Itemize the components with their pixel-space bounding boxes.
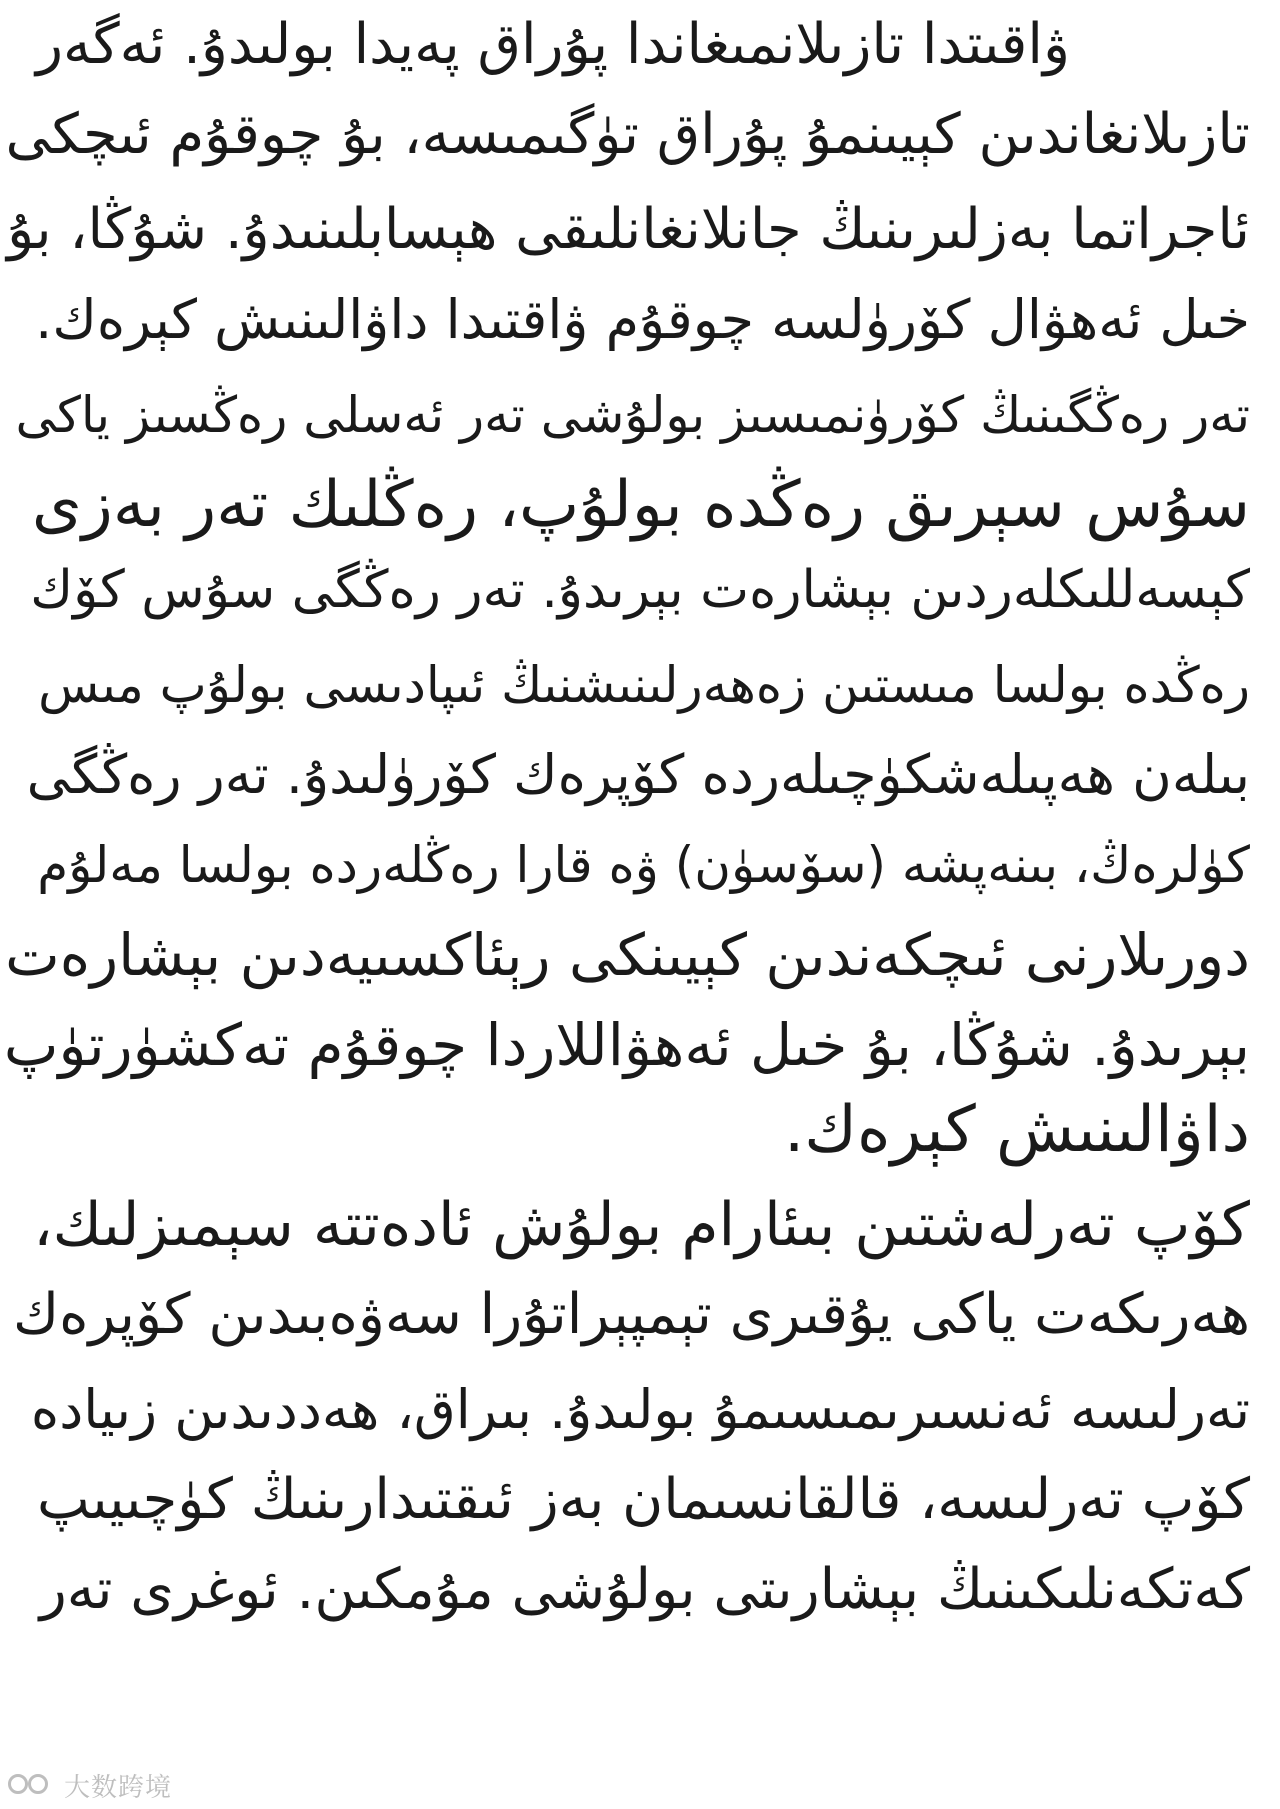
text-line-1: ۋاقىتدا تازىلانمىغاندا پۇراق پەيدا بولىدۇ. ئەگەر <box>35 12 1070 77</box>
watermark-text: 大数跨境 <box>64 1772 173 1803</box>
text-line-11: دورىلارنى ئىچكەندىن كېيىنكى رېئاكسىيەدىن بېشارەت <box>5 921 1250 989</box>
text-line-6: سۇس سېرىق رەڭدە بولۇپ، رەڭلىك تەر بەزى <box>31 468 1250 542</box>
text-line-13: داۋالىنىش كېرەك. <box>783 1093 1250 1167</box>
text-line-16: تەرلىسە ئەنسىرىمىسىمۇ بولىدۇ. بىراق، ھەددىدىن زىيادە <box>30 1378 1250 1441</box>
watermark <box>6 1765 172 1805</box>
double-ring-logo-icon <box>6 1770 58 1800</box>
text-line-18: كەتكەنلىكىنىڭ بېشارىتى بولۇشى مۇمكىن. ئوغرى تەر <box>39 1557 1250 1622</box>
text-line-14: كۆپ تەرلەشتىن بىئارام بولۇش ئادەتتە سېمىزلىك، <box>33 1190 1250 1260</box>
text-line-15: ھەرىكەت ياكى يۇقىرى تېمپېراتۇرا سەۋەبىدىن كۆپرەك <box>13 1282 1250 1347</box>
text-line-7: كېسەللىكلەردىن بېشارەت بېرىدۇ. تەر رەڭگى سۇس كۆك <box>30 560 1250 620</box>
text-line-3: ئاجراتما بەزلىرىنىڭ جانلانغانلىقى ھېسابلىنىدۇ. شۇڭا، بۇ <box>7 197 1250 262</box>
text-line-17: كۆپ تەرلىسە، قالقانسىمان بەز ئىقتىدارىنىڭ كۈچىيىپ <box>37 1467 1250 1532</box>
text-line-4: خىل ئەھۋال كۆرۈلسە چوقۇم ۋاقتىدا داۋالىنىش كېرەك. <box>35 288 1250 351</box>
text-line-12: بېرىدۇ. شۇڭا، بۇ خىل ئەھۋاللاردا چوقۇم تەكشۈرتۈپ <box>3 1011 1250 1079</box>
text-line-5: تەر رەڭگىنىڭ كۆرۈنمىسىز بولۇشى تەر ئەسلى رەڭسىز ياكى <box>15 386 1250 444</box>
text-line-8: رەڭدە بولسا مىستىن زەھەرلىنىشنىڭ ئىپادىسى بولۇپ مىس <box>38 656 1250 714</box>
text-line-2: تازىلانغاندىن كېيىنمۇ پۇراق تۈگىمىسە، بۇ چوقۇم ئىچكى <box>5 102 1250 167</box>
text-line-9: بىلەن ھەپىلەشكۈچىلەردە كۆپرەك كۆرۈلىدۇ. تەر رەڭگى <box>26 743 1250 806</box>
text-line-10: كۈلرەڭ، بىنەپشە (سۆسۈن) ۋە قارا رەڭلەردە بولسا مەلۇم <box>37 836 1250 894</box>
